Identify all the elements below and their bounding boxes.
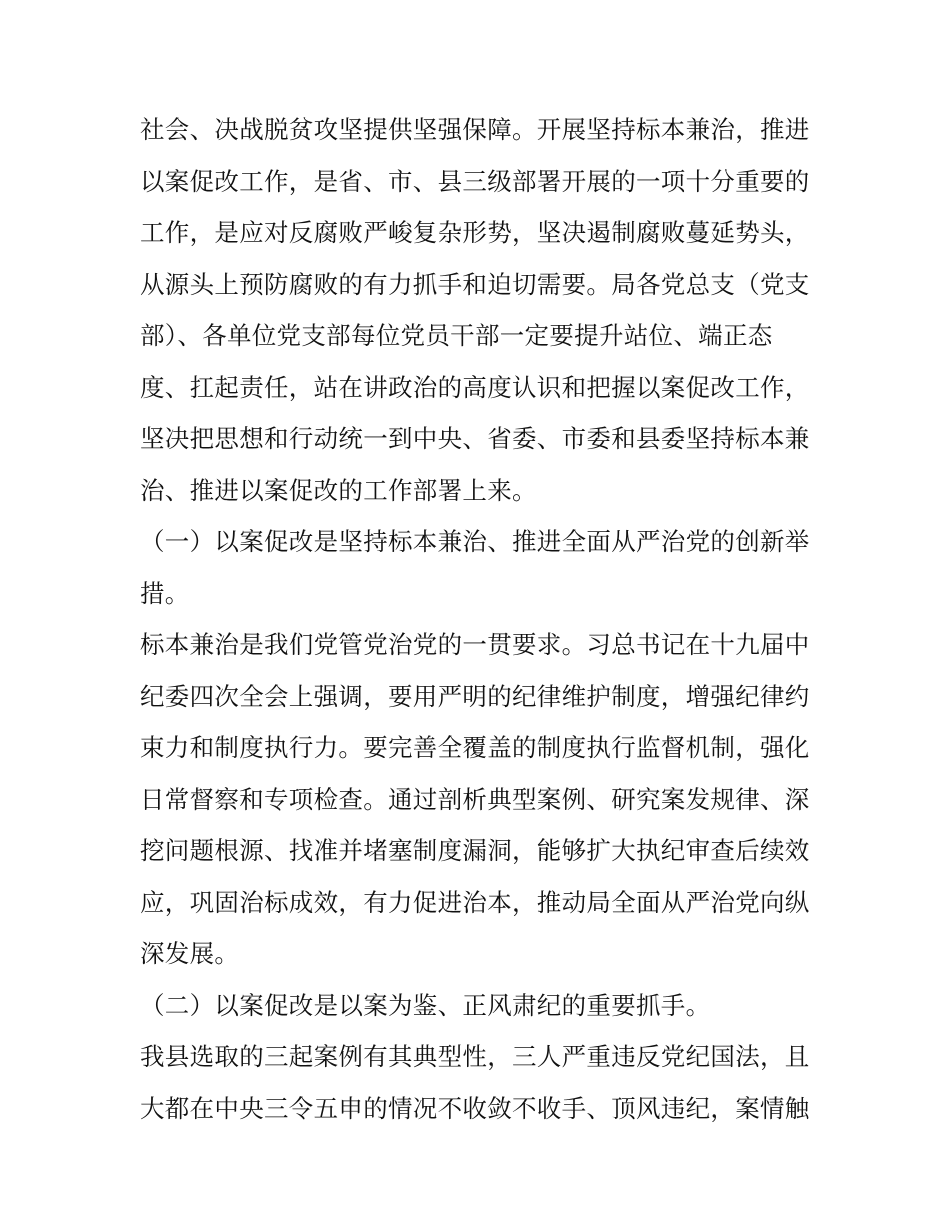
text-line-15: 挖问题根源、找准并堵塞制度漏洞，能够扩大执纪审查后续效 bbox=[140, 836, 810, 865]
text-line-5: 部）、各单位党支部每位党员干部一定要提升站位、端正态 bbox=[140, 321, 773, 350]
text-line-20: 大都在中央三令五申的情况不收敛不收手、顶风违纪，案情触 bbox=[140, 1093, 810, 1123]
section-heading-1-line-1: （一）以案促改是坚持标本兼治、推进全面从严治党的创新举 bbox=[140, 527, 810, 556]
text-line-1: 社会、决战脱贫攻坚提供坚强保障。开展坚持标本兼治，推进 bbox=[140, 115, 810, 144]
text-line-7: 坚决把思想和行动统一到中央、省委、市委和县委坚持标本兼 bbox=[140, 424, 810, 453]
text-line-3: 工作，是应对反腐败严峻复杂形势，坚决遏制腐败蔓延势头， bbox=[140, 218, 810, 247]
text-line-8: 治、推进以案促改的工作部署上来。 bbox=[140, 475, 537, 505]
section-heading-1-line-2: 措。 bbox=[140, 578, 190, 608]
text-line-17: 深发展。 bbox=[140, 939, 240, 968]
text-line-11: 标本兼治是我们党管党治党的一贯要求。习总书记在十九届中 bbox=[140, 630, 810, 659]
text-line-13: 束力和制度执行力。要完善全覆盖的制度执行监督机制，强化 bbox=[140, 733, 810, 762]
text-line-12: 纪委四次全会上强调，要用严明的纪律维护制度，增强纪律约 bbox=[140, 681, 810, 711]
document-body bbox=[140, 104, 820, 1134]
text-line-16: 应，巩固治标成效，有力促进治本，推动局全面从严治党向纵 bbox=[140, 887, 810, 917]
text-line-6: 度、扛起责任，站在讲政治的高度认识和把握以案促改工作， bbox=[140, 372, 810, 402]
section-heading-2: （二）以案促改是以案为鉴、正风肃纪的重要抓手。 bbox=[140, 990, 711, 1020]
text-line-14: 日常督察和专项检查。通过剖析典型案例、研究案发规律、深 bbox=[140, 784, 810, 814]
text-line-19: 我县选取的三起案例有其典型性，三人严重违反党纪国法，且 bbox=[140, 1042, 810, 1071]
text-line-2: 以案促改工作，是省、市、县三级部署开展的一项十分重要的 bbox=[140, 166, 810, 196]
text-line-4: 从源头上预防腐败的有力抓手和迫切需要。局各党总支（党支 bbox=[140, 269, 810, 299]
